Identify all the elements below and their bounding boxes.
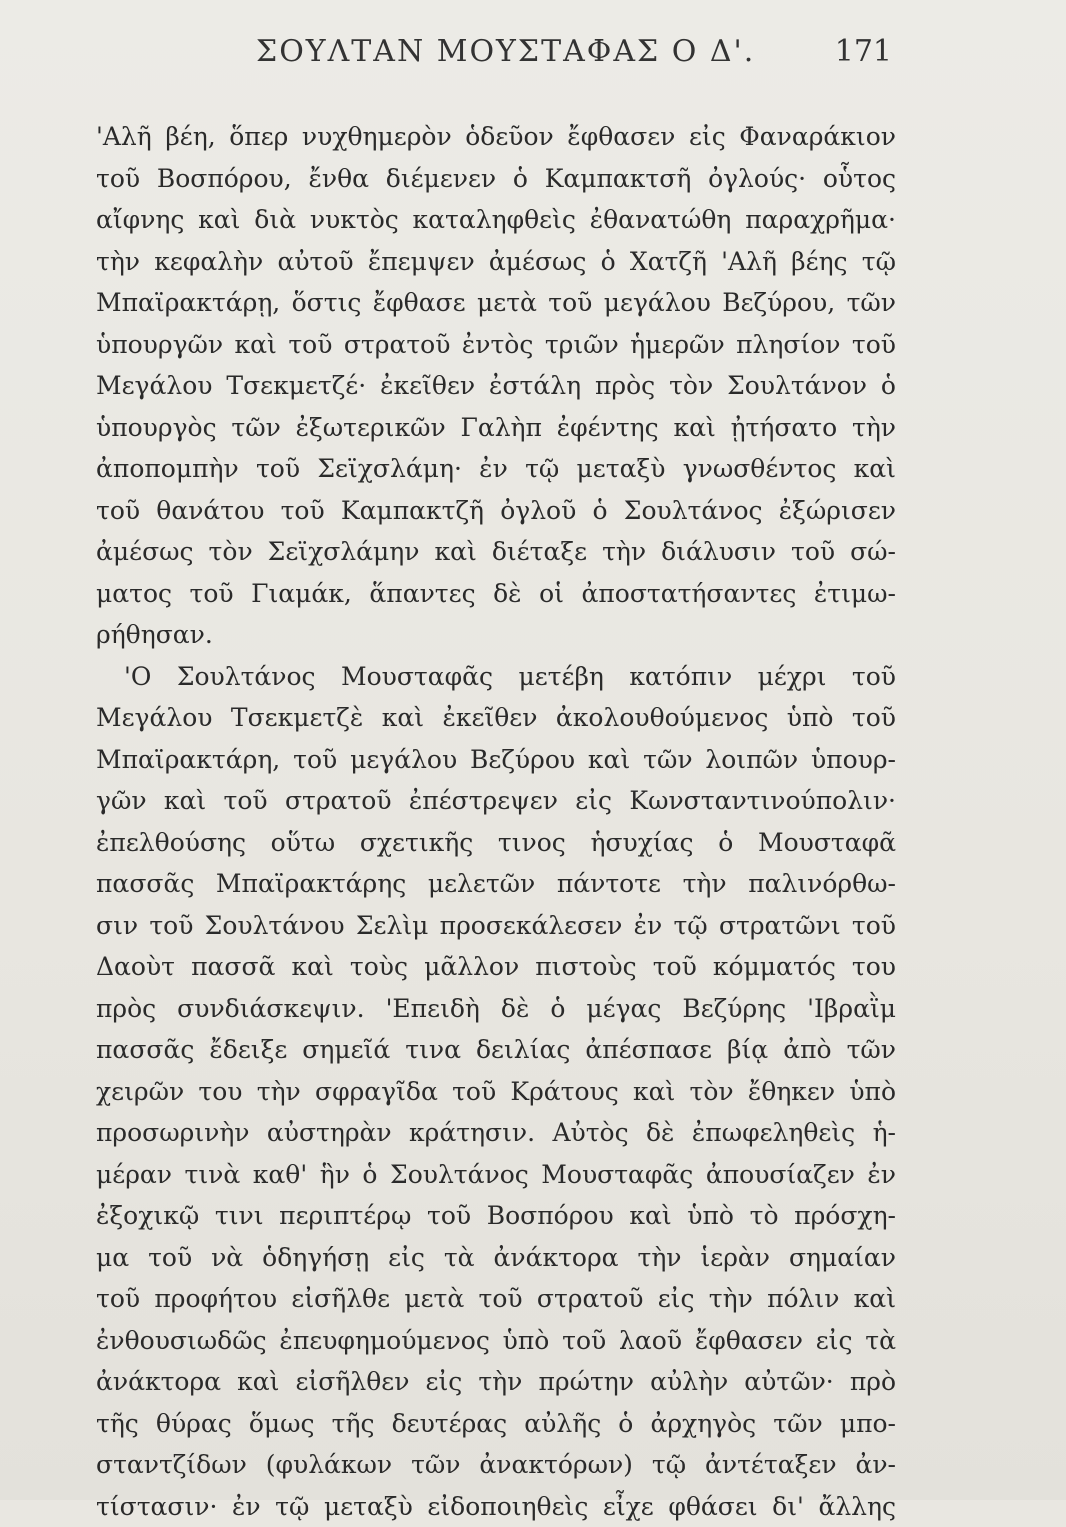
text-line: αἴφνης καὶ διὰ νυκτὸς καταληφθεὶς ἐθανατώθη παραχρῆμα· [96, 199, 896, 241]
text-line: μέραν τινὰ καθ' ἣν ὁ Σουλτάνος Μουσταφᾶς ἀπουσίαζεν ἐν [96, 1154, 896, 1196]
text-line: τίστασιν· ἐν τῷ μεταξὺ εἰδοποιηθεὶς εἶχε φθάσει δι' ἄλλης [96, 1486, 896, 1527]
text-line: πασσᾶς Μπαϊρακτάρης μελετῶν πάντοτε τὴν παλινόρθω- [96, 863, 896, 905]
text-line: τοῦ θανάτου τοῦ Καμπακτζῆ ὀγλοῦ ὁ Σουλτάνος ἐξώρισεν [96, 490, 896, 532]
text-line: χειρῶν του τὴν σφραγῖδα τοῦ Κράτους καὶ τὸν ἔθηκεν ὑπὸ [96, 1071, 896, 1113]
text-line: 'Αλῆ βέη, ὅπερ νυχθημερὸν ὁδεῦον ἔφθασεν εἰς Φαναράκιον [96, 116, 896, 158]
text-line: πρὸς συνδιάσκεψιν. 'Επειδὴ δὲ ὁ μέγας Βεζύρης 'Ιβραῒμ [96, 988, 896, 1030]
text-line: ἀνάκτορα καὶ εἰσῆλθεν εἰς τὴν πρώτην αὐλὴν αὐτῶν· πρὸ [96, 1361, 896, 1403]
text-line: σταντζίδων (φυλάκων τῶν ἀνακτόρων) τῷ ἀντέταξεν ἀν- [96, 1444, 896, 1486]
text-line: Μεγάλου Τσεκμετζὲ καὶ ἐκεῖθεν ἀκολουθούμενος ὑπὸ τοῦ [96, 697, 896, 739]
body-text [96, 116, 896, 1527]
text-line: ἐπελθούσης οὕτω σχετικῆς τινος ἡσυχίας ὁ Μουσταφᾶ [96, 822, 896, 864]
text-line: ματος τοῦ Γιαμάκ, ἅπαντες δὲ οἱ ἀποστατήσαντες ἐτιμω- [96, 573, 896, 615]
text-line: ἀποπομπὴν τοῦ Σεϊχσλάμη· ἐν τῷ μεταξὺ γνωσθέντος καὶ [96, 448, 896, 490]
text-line: ἐνθουσιωδῶς ἐπευφημούμενος ὑπὸ τοῦ λαοῦ ἔφθασεν εἰς τὰ [96, 1320, 896, 1362]
page-number: 171 [835, 34, 892, 69]
text-line: τῆς θύρας ὅμως τῆς δευτέρας αὐλῆς ὁ ἀρχηγὸς τῶν μπο- [96, 1403, 896, 1445]
text-line: ἀμέσως τὸν Σεϊχσλάμην καὶ διέταξε τὴν διάλυσιν τοῦ σώ- [96, 531, 896, 573]
text-line: πασσᾶς ἔδειξε σημεῖά τινα δειλίας ἀπέσπασε βίᾳ ἀπὸ τῶν [96, 1029, 896, 1071]
text-line: ὑπουργὸς τῶν ἐξωτερικῶν Γαλὴπ ἐφέντης καὶ ᾐτήσατο τὴν [96, 407, 896, 449]
text-line: σιν τοῦ Σουλτάνου Σελὶμ προσεκάλεσεν ἐν τῷ στρατῶνι τοῦ [96, 905, 896, 947]
text-line: ἐξοχικῷ τινι περιπτέρῳ τοῦ Βοσπόρου καὶ ὑπὸ τὸ πρόσχη- [96, 1195, 896, 1237]
text-line: μα τοῦ νὰ ὁδηγήσῃ εἰς τὰ ἀνάκτορα τὴν ἱερὰν σημαίαν [96, 1237, 896, 1279]
text-line: γῶν καὶ τοῦ στρατοῦ ἐπέστρεψεν εἰς Κωνσταντινούπολιν· [96, 780, 896, 822]
text-line: Μπαϊρακτάρῃ, ὅστις ἔφθασε μετὰ τοῦ μεγάλου Βεζύρου, τῶν [96, 282, 896, 324]
text-line: τοῦ προφήτου εἰσῆλθε μετὰ τοῦ στρατοῦ εἰς τὴν πόλιν καὶ [96, 1278, 896, 1320]
text-line: Μπαϊρακτάρη, τοῦ μεγάλου Βεζύρου καὶ τῶν λοιπῶν ὑπουρ- [96, 739, 896, 781]
text-line: τοῦ Βοσπόρου, ἔνθα διέμενεν ὁ Καμπακτσῆ ὀγλούς· οὗτος [96, 158, 896, 200]
text-line: προσωρινὴν αὐστηρὰν κράτησιν. Αὐτὸς δὲ ἐπωφεληθεὶς ἡ- [96, 1112, 896, 1154]
text-line: ρήθησαν. [96, 614, 896, 656]
text-line: ὑπουργῶν καὶ τοῦ στρατοῦ ἐντὸς τριῶν ἡμερῶν πλησίον τοῦ [96, 324, 896, 366]
text-line: 'Ο Σουλτάνος Μουσταφᾶς μετέβη κατόπιν μέχρι τοῦ [96, 656, 896, 698]
text-line: Δαοὺτ πασσᾶ καὶ τοὺς μᾶλλον πιστοὺς τοῦ κόμματός του [96, 946, 896, 988]
text-line: Μεγάλου Τσεκμετζέ· ἐκεῖθεν ἐστάλη πρὸς τὸν Σουλτάνον ὁ [96, 365, 896, 407]
running-header [96, 34, 892, 74]
running-title: ΣΟΥΛΤΑΝ ΜΟΥΣΤΑΦΑΣ Ο Δ'. [256, 34, 755, 69]
text-line: τὴν κεφαλὴν αὐτοῦ ἔπεμψεν ἀμέσως ὁ Χατζῆ 'Αλῆ βέης τῷ [96, 241, 896, 283]
